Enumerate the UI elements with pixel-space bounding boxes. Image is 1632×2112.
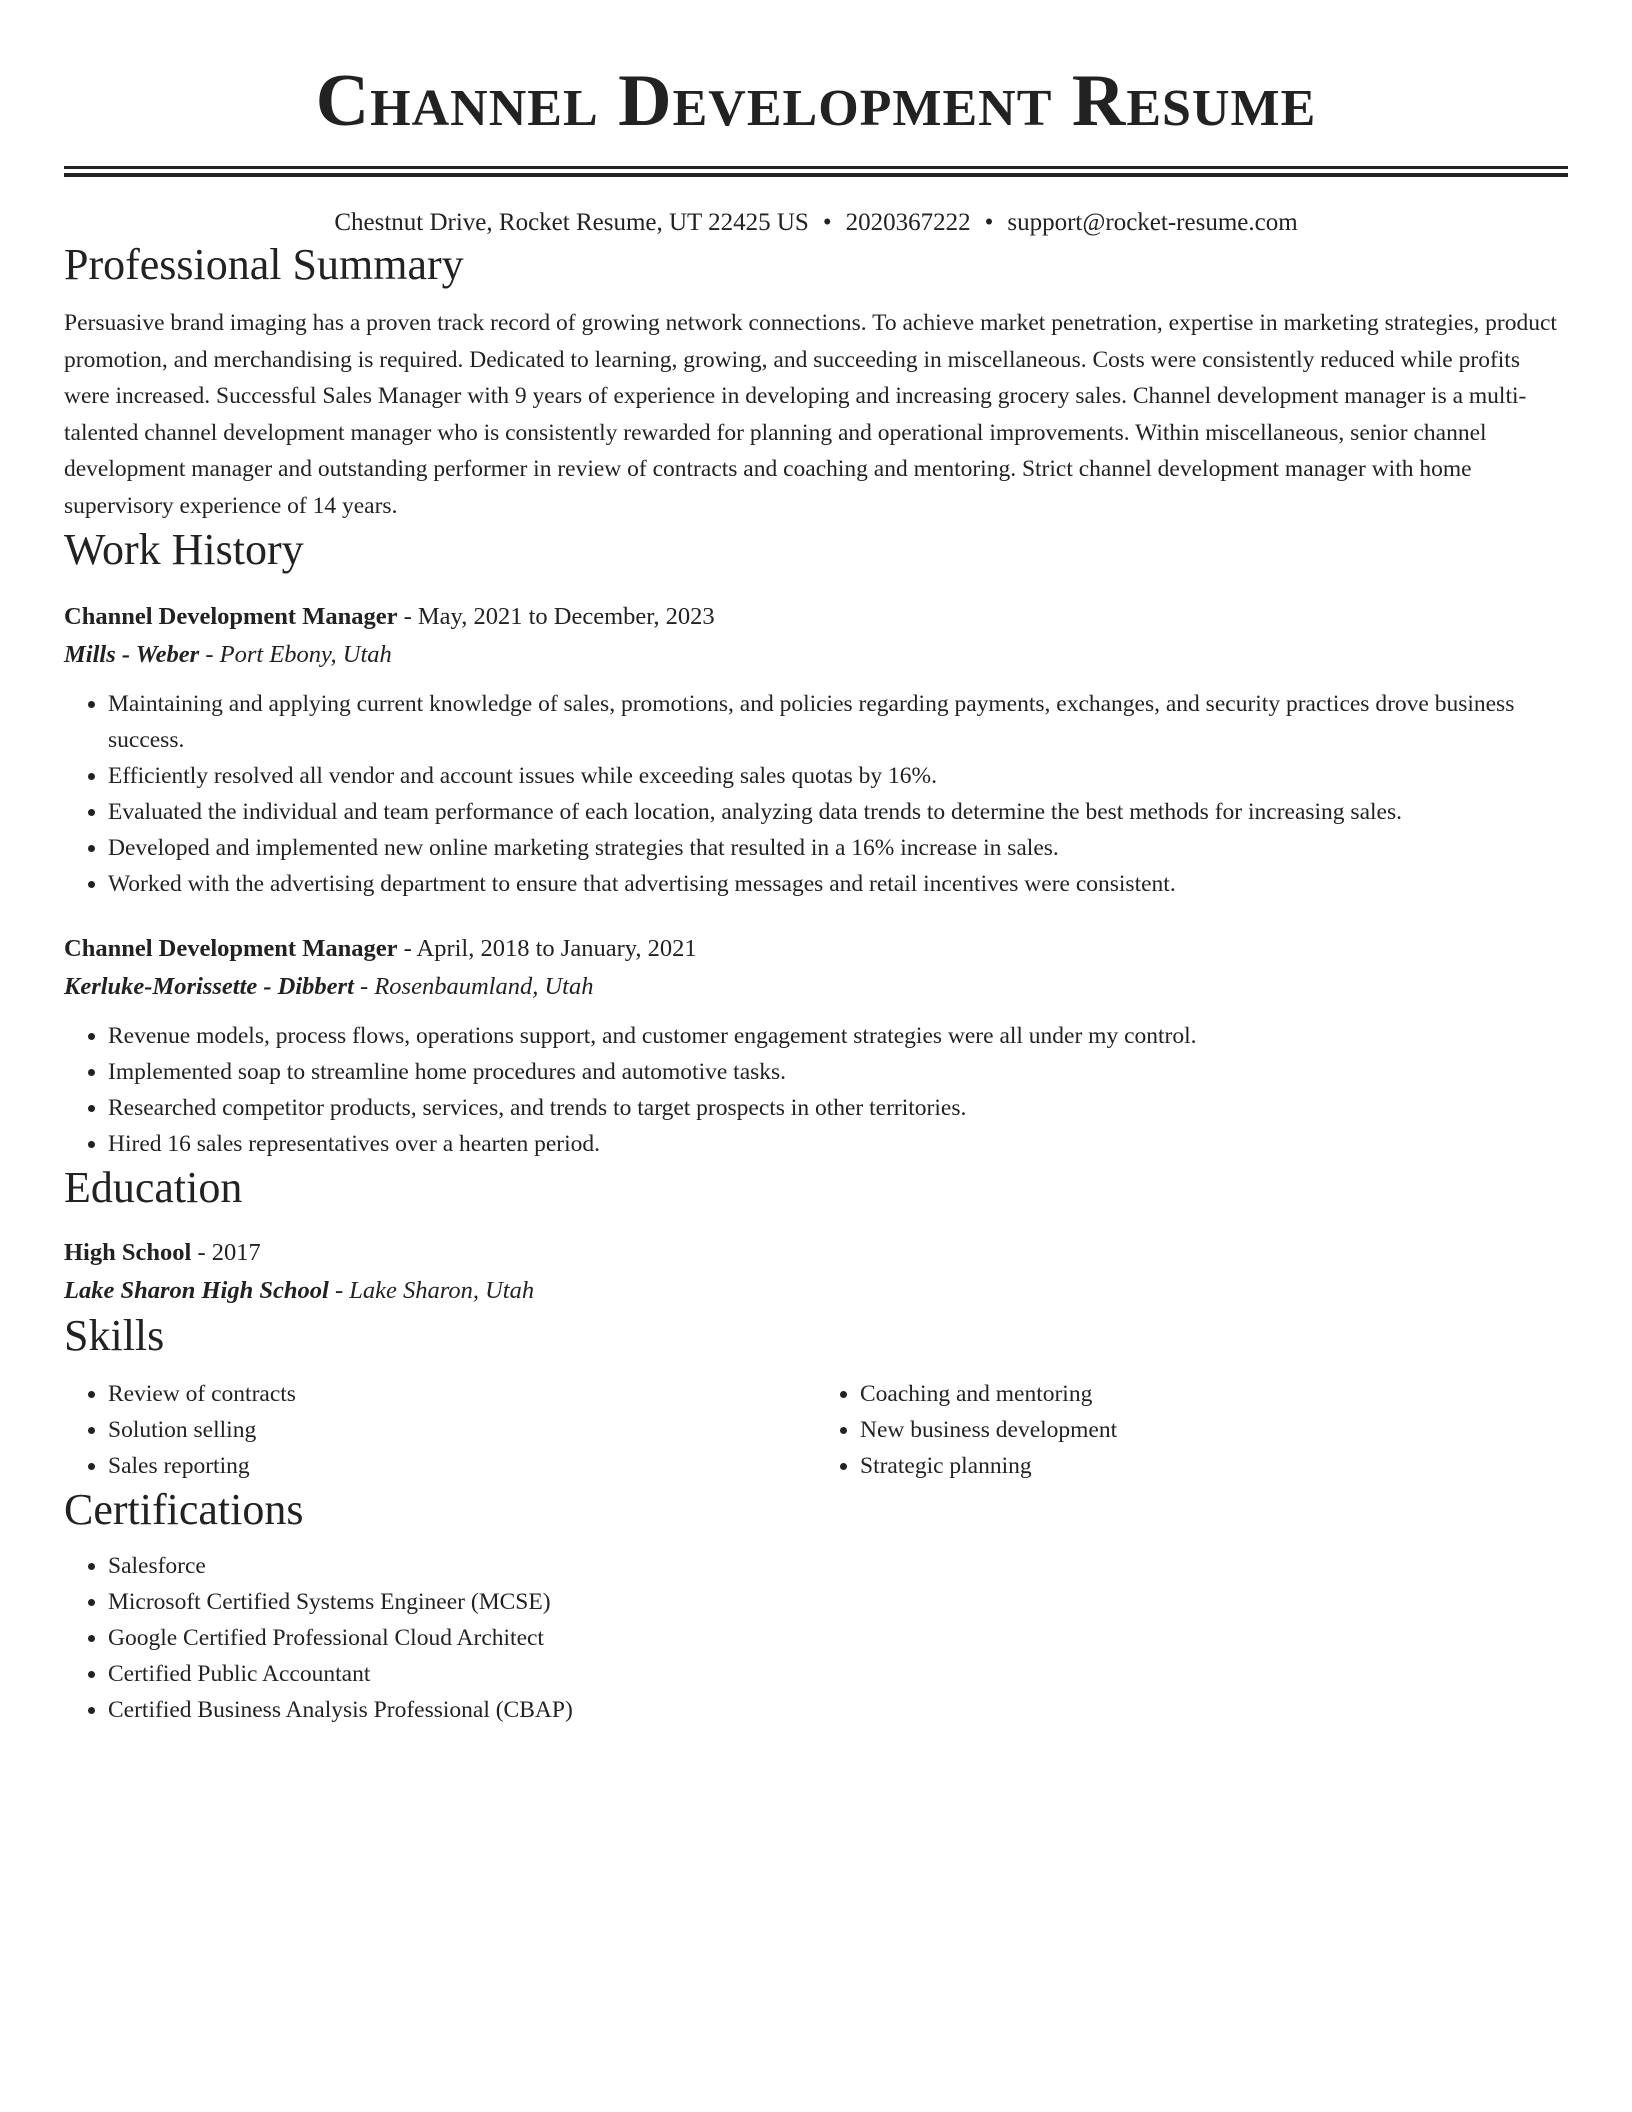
job-entry — [64, 930, 1568, 1162]
contact-line — [64, 207, 1568, 239]
contact-separator: • — [984, 209, 994, 236]
job-bullet-list — [64, 686, 1568, 902]
job-bullet-list — [64, 1018, 1568, 1162]
resume-title: Channel Development Resume — [315, 60, 1317, 142]
certification-item: • Certified Business Analysis Professional (CBAP) — [108, 1692, 1568, 1728]
job-location: Rosenbaumland, Utah — [374, 973, 594, 1000]
section-heading-skills: Skills — [64, 1311, 165, 1360]
contact-address: Chestnut Drive, Rocket Resume, UT 22425 US — [334, 209, 809, 236]
job-title: Channel Development Manager — [64, 603, 398, 630]
certification-item: • Salesforce — [108, 1548, 1568, 1584]
contact-phone: 2020367222 — [845, 209, 971, 236]
job-bullet: • Revenue models, process flows, operations support, and customer engagement strategies were all under my control. — [108, 1018, 1568, 1054]
job-bullet: • Hired 16 sales representatives over a hearten period. — [108, 1126, 1568, 1162]
section-heading-work-history: Work History — [64, 525, 304, 574]
certification-item: • Certified Public Accountant — [108, 1656, 1568, 1692]
skills-grid — [64, 1376, 1568, 1484]
job-dates: April, 2018 to January, 2021 — [416, 935, 697, 962]
skill-item: • Strategic planning — [860, 1448, 1568, 1484]
contact-separator: • — [822, 209, 832, 236]
education-school-line: Lake Sharon High School - Lake Sharon, Utah — [64, 1277, 535, 1304]
section-heading-education: Education — [64, 1163, 243, 1212]
contact-email: support@rocket-resume.com — [1007, 209, 1298, 236]
education-entry — [64, 1234, 1568, 1310]
certification-item: • Google Certified Professional Cloud Architect — [108, 1620, 1568, 1656]
job-bullet: • Maintaining and applying current knowledge of sales, promotions, and policies regarding payments, exchanges, and security practices drove business success. — [108, 686, 1568, 758]
job-heading: Channel Development Manager - April, 2018 to January, 2021 — [64, 935, 697, 962]
title-double-rule — [64, 166, 1568, 177]
education-degree: High School — [64, 1239, 192, 1266]
job-entry — [64, 598, 1568, 902]
certification-item: • Microsoft Certified Systems Engineer (MCSE) — [108, 1584, 1568, 1620]
job-bullet: • Developed and implemented new online marketing strategies that resulted in a 16% increase in sales. — [108, 830, 1568, 866]
skill-item: • New business development — [860, 1412, 1568, 1448]
job-title: Channel Development Manager — [64, 935, 398, 962]
education-year: 2017 — [211, 1239, 261, 1266]
skills-list-right — [816, 1376, 1568, 1484]
job-company: Kerluke-Morissette - Dibbert — [64, 973, 354, 1000]
skill-item: • Review of contracts — [108, 1376, 816, 1412]
job-dates: May, 2021 to December, 2023 — [417, 603, 715, 630]
job-bullet: • Researched competitor products, services, and trends to target prospects in other territories. — [108, 1090, 1568, 1126]
job-bullet: • Worked with the advertising department to ensure that advertising messages and retail incentives were consistent. — [108, 866, 1568, 902]
job-company: Mills - Weber — [64, 641, 200, 668]
education-heading: High School - 2017 — [64, 1239, 261, 1266]
section-heading-certifications: Certifications — [64, 1485, 304, 1534]
summary-paragraph: Persuasive brand imaging has a proven track record of growing network connections. To achieve market penetration, expertise in marketing strategies, product promotion, and merchandising is required. Dedicated to learning, growing, and succeeding in miscellaneous. Costs were consistently reduced while profits were increased. Successful Sales Manager with 9 years of experience in developing and increasing grocery sales. Channel development manager is a multi-talented channel development manager who is consistently rewarded for planning and operational improvements. Within miscellaneous, senior channel development manager and outstanding performer in review of contracts and coaching and mentoring. Strict channel development manager with home supervisory experience of 14 years. — [64, 310, 1557, 519]
skill-item: • Sales reporting — [108, 1448, 816, 1484]
job-heading: Channel Development Manager - May, 2021 to December, 2023 — [64, 603, 715, 630]
job-employer-line: Mills - Weber - Port Ebony, Utah — [64, 641, 392, 668]
education-location: Lake Sharon, Utah — [349, 1277, 535, 1304]
job-employer-line: Kerluke-Morissette - Dibbert - Rosenbaumland, Utah — [64, 973, 594, 1000]
education-school: Lake Sharon High School — [64, 1277, 329, 1304]
certifications-list — [64, 1548, 1568, 1728]
job-bullet: • Evaluated the individual and team performance of each location, analyzing data trends to determine the best methods for increasing sales. — [108, 794, 1568, 830]
skill-item: • Coaching and mentoring — [860, 1376, 1568, 1412]
skills-list-left — [64, 1376, 816, 1484]
job-bullet: • Implemented soap to streamline home procedures and automotive tasks. — [108, 1054, 1568, 1090]
skill-item: • Solution selling — [108, 1412, 816, 1448]
section-heading-summary: Professional Summary — [64, 240, 464, 289]
job-bullet: • Efficiently resolved all vendor and account issues while exceeding sales quotas by 16%. — [108, 758, 1568, 794]
job-location: Port Ebony, Utah — [219, 641, 392, 668]
